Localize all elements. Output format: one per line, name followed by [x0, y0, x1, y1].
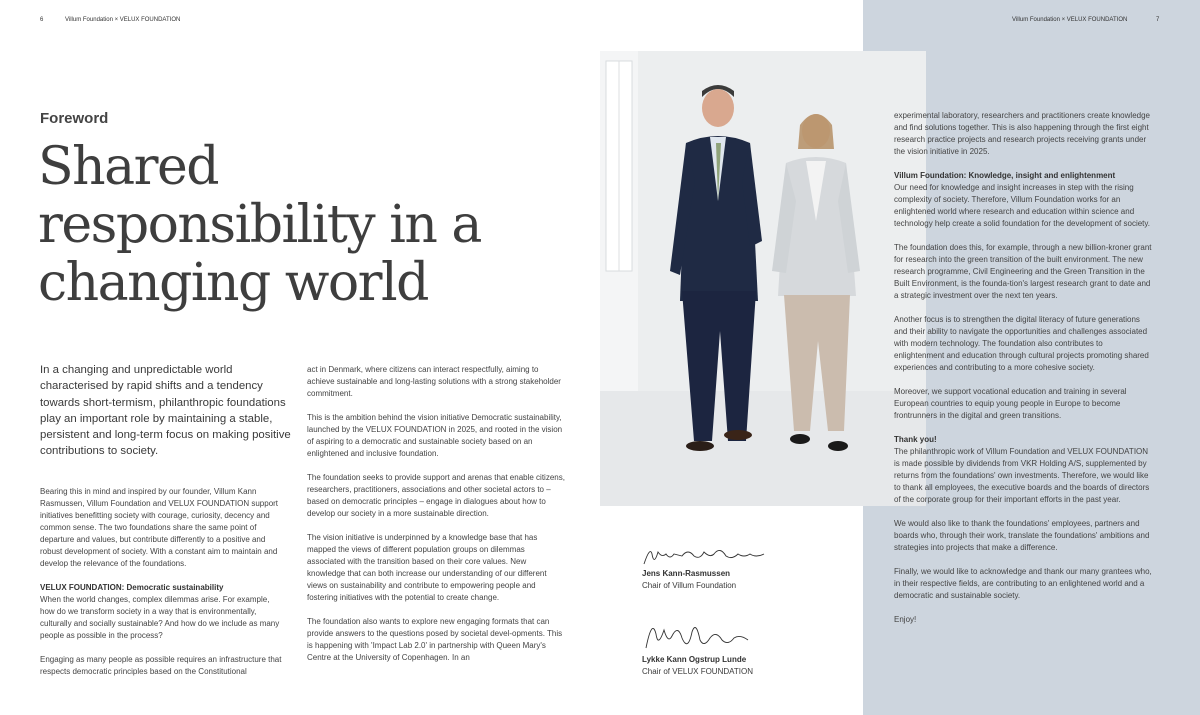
intro-paragraph: In a changing and unpredictable world characterised by rapid shifts and a tendency towards short-termism, philanthropic foundations play an important role by maintaining a stable, persistent and long-term focus on making positive contributions to society. — [40, 364, 291, 458]
paragraph: Bearing this in mind and inspired by our founder, Villum Kann Rasmussen, Villum Foundation and VELUX FOUNDATION support initiatives benefitting society with courage, curiosity, decency and common sense. The two foundations share the same point of departure and values, but contribute differently to a positive and robust development of society. With a constant aim to maintain and develop the relevance of the foundations. — [40, 487, 279, 568]
page-title — [38, 138, 558, 312]
text-column-2 — [307, 364, 565, 676]
paragraph: The foundation does this, for example, through a new billion-kroner grant for research into the green transition of the built environment. The new research programme, Civil Engineering and the Green Transition in the Built Environment, is the founda-tion's largest research grant to date and a strategic investment over the next ten years. — [894, 243, 1152, 300]
paragraph: act in Denmark, where citizens can interact respectfully, aiming to achieve sustainable and long-lasting solutions with a strong stakeholder commitment. — [307, 365, 561, 398]
paragraph: Moreover, we support vocational education and training in several European countries to equip young people in Europe to become frontrunners in the digital and green transitions. — [894, 387, 1127, 420]
right-page-number: 7 — [1156, 17, 1160, 23]
signature-block-2 — [642, 614, 842, 678]
paragraph: experimental laboratory, researchers and practitioners create knowledge and find solutions together. This is also happening through the first eight research practice projects and research projects receiving grants under the vision initiative in 2025. — [894, 111, 1150, 156]
paragraph: Engaging as many people as possible requires an infrastructure that respects democratic principles based on the Constitutional — [40, 655, 282, 676]
title-line: changing world — [38, 253, 428, 313]
left-running-header: Villum Foundation × VELUX FOUNDATION — [65, 17, 181, 23]
signatory-name: Jens Kann-Rasmussen — [642, 569, 731, 578]
paragraph: When the world changes, complex dilemmas arise. For example, how do we transform society in a way that is environmentally, culturally and socially sustainable? And how do we include as many people as possible in the process? — [40, 595, 280, 640]
paragraph: Another focus is to strengthen the digital literacy of future generations and their ability to navigate the opportunities and challenges associated with modern technology. The foundation also contributes to enlightenment and education through cultural projects promoting shared experiences and contributing to a more cohesive society. — [894, 315, 1149, 372]
paragraph: Finally, we would like to acknowledge and thank our many grantees who, in their respective fields, are contributing to an enlightened world and a democratic and sustainable society. — [894, 567, 1152, 600]
section-label: Foreword — [40, 110, 109, 127]
paragraph: The philanthropic work of Villum Foundation and VELUX FOUNDATION is made possible by dividends from VKR Holding A/S, supplemented by returns from the foundations' own investments. Therefore, we would like to thank all employees, the executive boards and the boards of directors of the corporate group for their important efforts in the past year. — [894, 447, 1150, 504]
text-column-1 — [40, 486, 285, 690]
paragraph: Enjoy! — [894, 615, 917, 624]
subheading: Villum Foundation: Knowledge, insight and enlightenment — [894, 171, 1116, 180]
paragraph: The vision initiative is underpinned by a knowledge base that has mapped the views of different population groups on dilemmas associated with the transition based on their core values. New knowledge that can both increase our understanding of our different views on sustainability and contribute to empowering people and fostering initiatives with the potential to create change. — [307, 533, 547, 602]
paragraph: The foundation also wants to explore new engaging formats that can provide answers to the questions posed by societal devel-opments. This is happening with 'Impact Lab 2.0' in partnership with Queen Mary's Centre at the University of Copenhagen. In an — [307, 617, 563, 662]
paragraph: We would also like to thank the foundations' employees, partners and boards who, through their work, translate the foundations' ambitions and strategies into projects that make a difference. — [894, 519, 1150, 552]
right-running-header: Villum Foundation × VELUX FOUNDATION — [1012, 17, 1128, 23]
paragraph: This is the ambition behind the vision initiative Democratic sustainability, launched by the VELUX FOUNDATION in 2025, and rooted in the vision of aspiring to a democratic and sustainable society based on an enlightened and inclusive foundation. — [307, 413, 563, 458]
signatory-role: Chair of VELUX FOUNDATION — [642, 667, 753, 676]
handwritten-signature-2 — [642, 614, 752, 654]
portrait-illustration — [600, 51, 926, 506]
subheading: Thank you! — [894, 435, 937, 444]
paragraph: The foundation seeks to provide support and arenas that enable citizens, researchers, practitioners, associations and other societal actors to – based on democratic principles – engage in dialogues about how to develop our society in a more sustainable direction. — [307, 473, 565, 518]
signature-block-1 — [642, 544, 842, 592]
handwritten-signature-1 — [642, 544, 772, 568]
portrait-photo — [600, 51, 926, 506]
text-column-3 — [894, 110, 1152, 638]
signatory-role: Chair of Villum Foundation — [642, 581, 737, 590]
title-line: Shared — [38, 137, 219, 197]
signatory-name: Lykke Kann Ogstrup Lunde — [642, 655, 747, 664]
paragraph: Our need for knowledge and insight increases in step with the rising complexity of society. Therefore, Villum Foundation works for an enlightened world where research and education within science and technology help create a solid foundation for the development of society. — [894, 183, 1151, 228]
subheading: VELUX FOUNDATION: Democratic sustainability — [40, 583, 224, 592]
left-page-number: 6 — [40, 17, 44, 23]
title-line: responsibility in a — [38, 195, 481, 255]
